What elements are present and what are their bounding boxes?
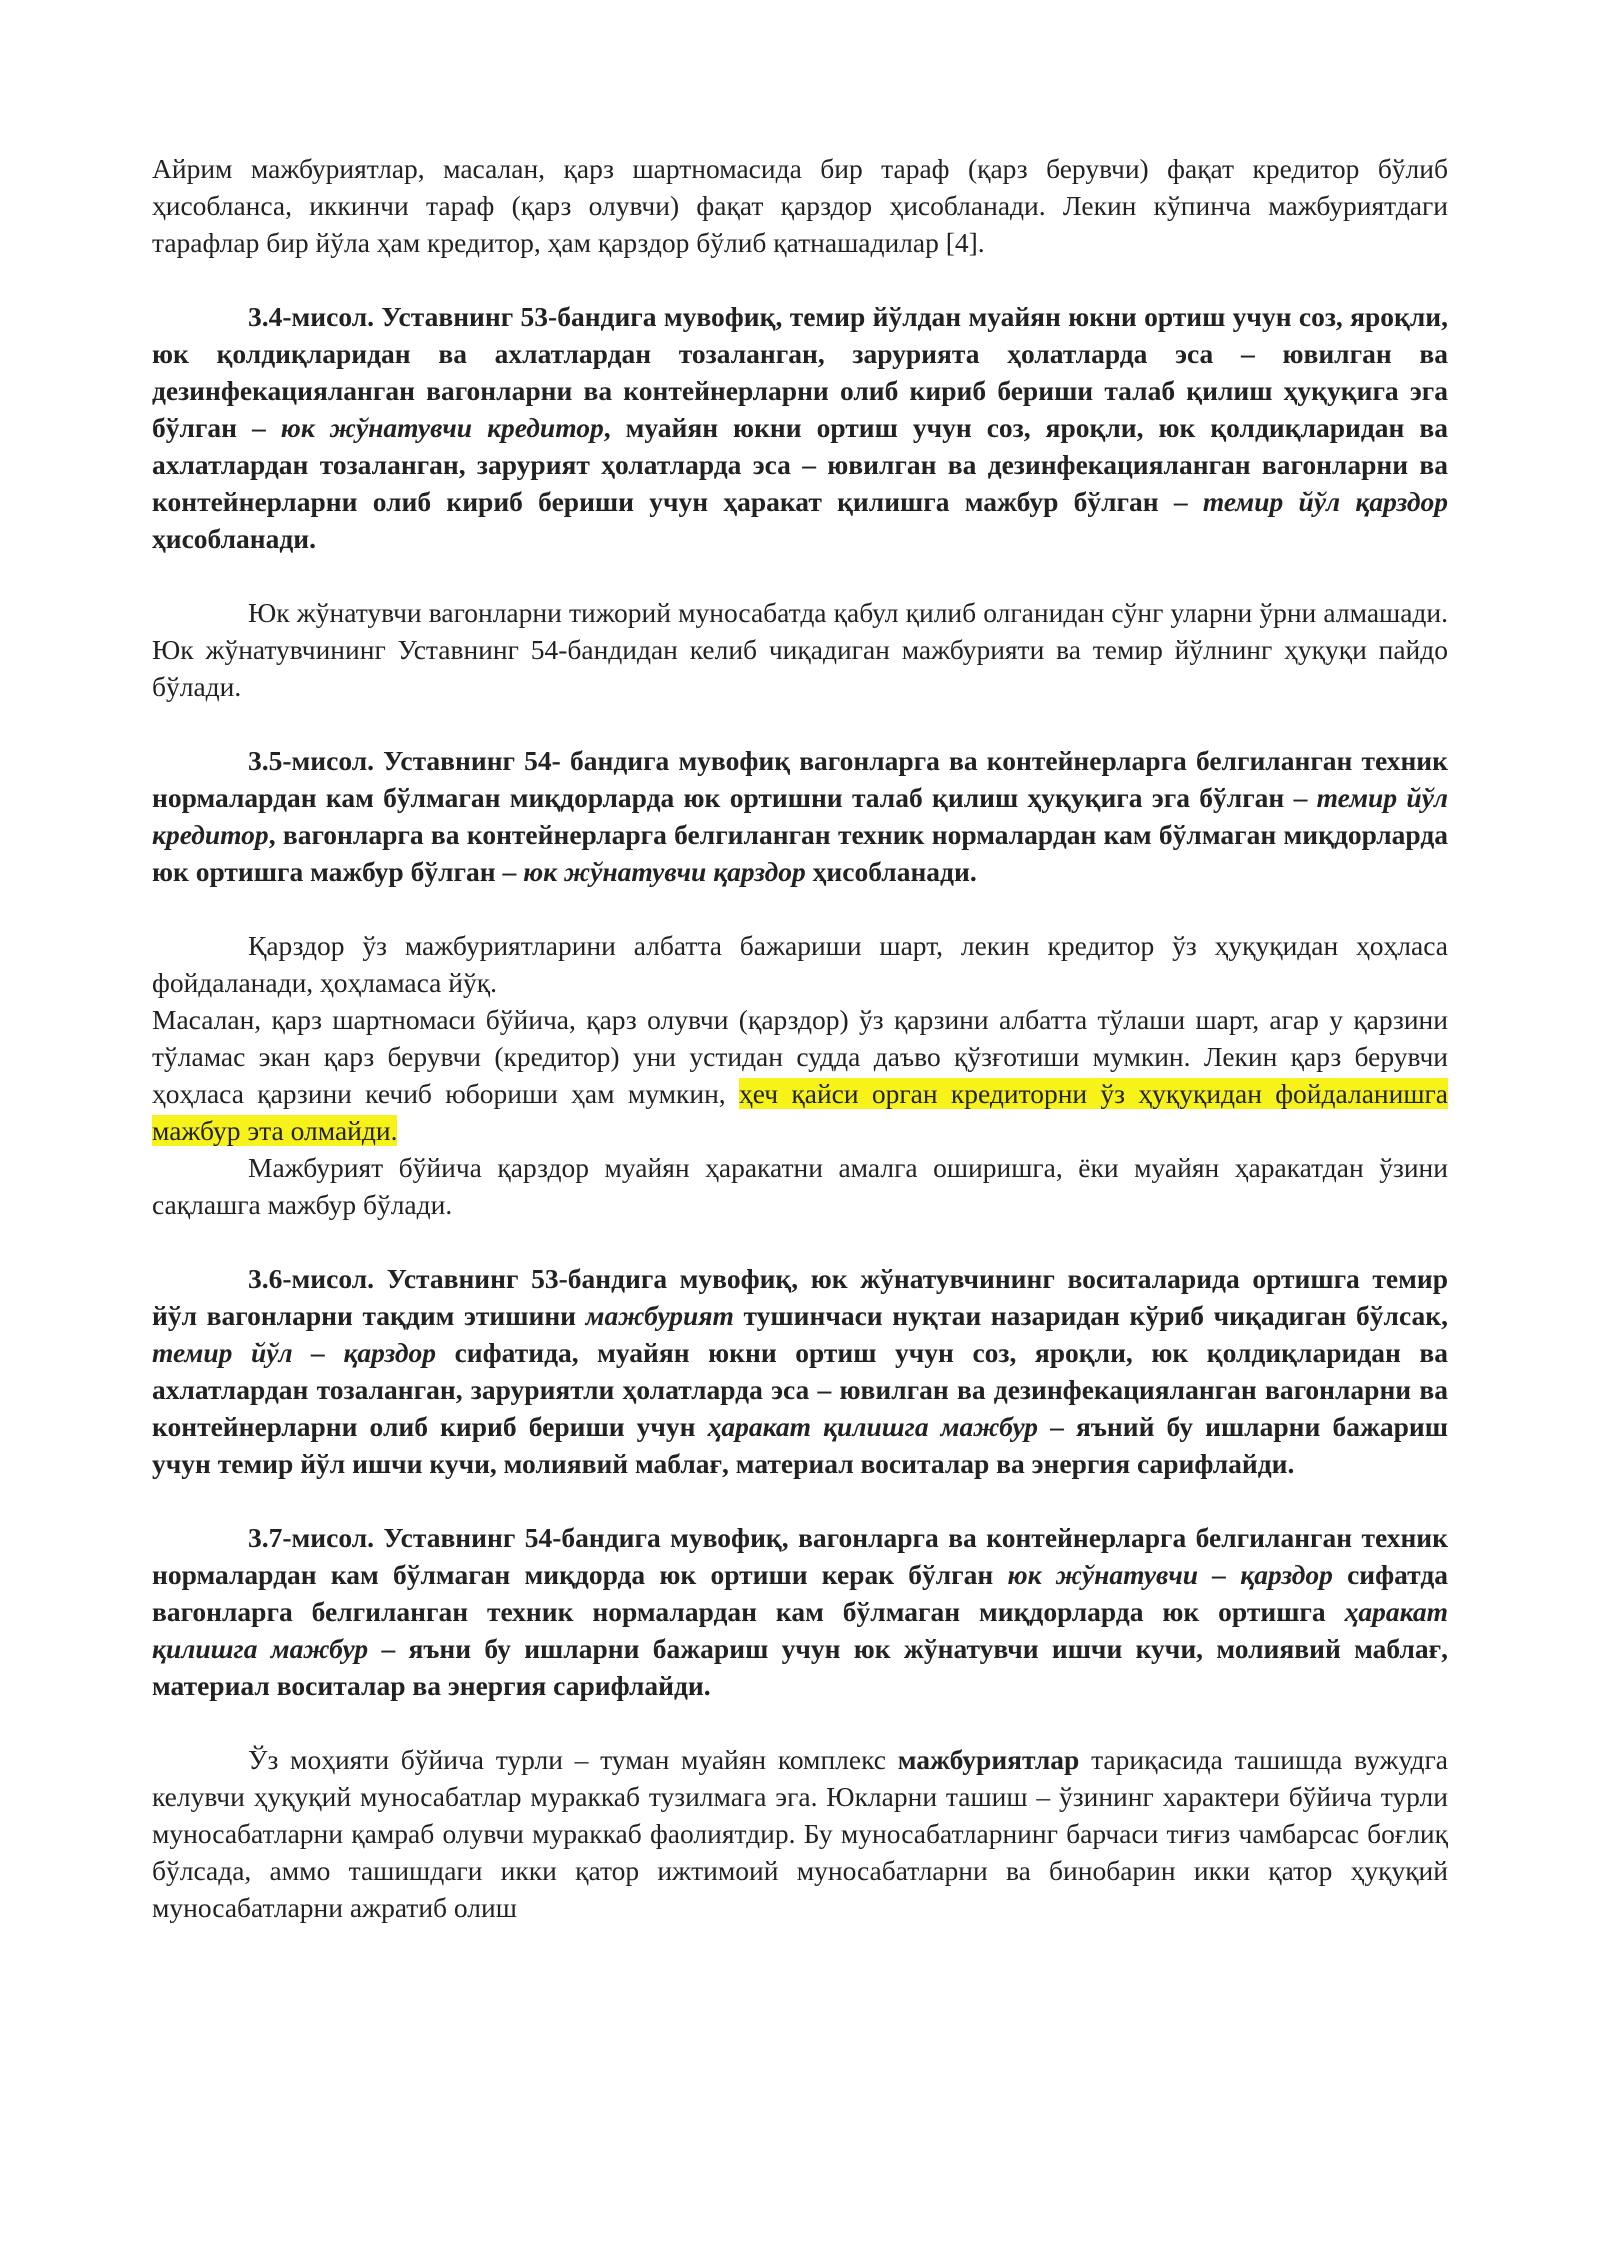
example-3-4-text: 3.4-мисол. Уставнинг 53-бандига мувофиқ, темир йўлдан муайян юкни ортиш учун соз, яроқли, юк қолдиқларидан ва ахлатлардан тозаланган, зарурията ҳолатларда эса – ювилган ва дезинфекацияланган вагонларни ва контейнерларни олиб кириб бериши талаб қилиш ҳуқуқига эга бўлган – bbox=[152, 301, 1448, 443]
example-3-5-text-3: ҳисобланади. bbox=[805, 856, 977, 887]
example-3-4-term-debtor: темир йўл қарздор bbox=[1202, 486, 1448, 517]
example-3-4-term-creditor: юк жўнатувчи кредитор bbox=[280, 412, 604, 443]
complex-obligations-text: Ўз моҳияти бўйича турли – туман муайян комплекс bbox=[248, 1744, 898, 1775]
example-3-7-text: 3.7-мисол. Уставнинг 54-бандига мувофиқ, вагонларга ва контейнерларга белгиланган техник нормалардан кам бўлмаган миқдорда юк ортиши керак бўлган bbox=[152, 1522, 1448, 1590]
example-3-7 bbox=[152, 1519, 1448, 1704]
highlighted-text: ҳеч қайси орган кредиторни ўз ҳуқуқидан фойдаланишга мажбур эта олмайди. bbox=[152, 1078, 1448, 1146]
paragraph-obligation-definition: Мажбурият бўйича қарздор муайян ҳаракатни амалга оширишга, ёки муайян ҳаракатдан ўзини сақлашга мажбур бўлади. bbox=[152, 1152, 1448, 1220]
example-3-6-text-4: – яъний бу ишларни бажариш учун темир йўл ишчи кучи, молиявий маблағ, материал воситалар ва энергия сарифлайди. bbox=[152, 1411, 1448, 1479]
example-3-5-text-2: , вагонларга ва контейнерларга белгиланган техник нормалардан кам бўлмаган миқдорларда юк ортишга мажбур бўлган – bbox=[152, 819, 1448, 887]
loan-example-text: Масалан, қарз шартномаси бўйича, қарз олувчи (қарздор) ўз қарзини албатта тўлаши шарт, агар у қарзини тўламас экан қарз берувчи (кредитор) уни устидан судда даъво қўзғотиши мумкин. Лекин қарз берувчи ҳоҳласа қарзини кечиб юбориши ҳам мумкин, bbox=[152, 1004, 1448, 1109]
example-3-4 bbox=[152, 298, 1448, 557]
complex-obligations-term: мажбуриятлар bbox=[897, 1744, 1080, 1775]
example-3-5-text: 3.5-мисол. Уставнинг 54- бандига мувофиқ вагонларга ва контейнерларга белгиланган техник нормалардан кам бўлмаган миқдорларда юк ортишни талаб қилиш ҳуқуқига эга бўлган – bbox=[152, 745, 1448, 813]
example-3-5 bbox=[152, 742, 1448, 890]
example-3-7-text-2: сифатда вагонларга белгиланган техник нормалардан кам бўлмаган миқдорларда юк ортишга bbox=[152, 1559, 1448, 1627]
example-3-6-term-debtor: темир йўл – қарздор bbox=[152, 1337, 437, 1368]
example-3-6 bbox=[152, 1260, 1448, 1482]
paragraph-intro: Айрим мажбуриятлар, масалан, қарз шартномасида бир тараф (қарз берувчи) фақат кредитор бўлиб ҳисобланса, иккинчи тараф (қарз олувчи) фақат қарздор ҳисобланади. Лекин кўпинча мажбуриятдаги тарафлар бир йўла ҳам кредитор, ҳам қарздор бўлиб қатнашадилар [4]. bbox=[152, 153, 1448, 258]
example-3-5-term-debtor: юк жўнатувчи қарздор bbox=[523, 856, 806, 887]
complex-obligations-text-2: тариқасида ташишда вужудга келувчи ҳуқуқий муносабатлар мураккаб тузилмага эга. Юкларни ташиш – ўзининг характери бўйича турли муносабатларни қамраб олувчи мураккаб фаолиятдир. Бу муносабатларнинг барчаси тиғиз чамбарсас боғлиқ бўлсада, аммо ташишдаги икки қатор ижтимоий муносабатларни ва бинобарин икки қатор ҳуқуқий муносабатларни ажратиб олиш bbox=[152, 1744, 1448, 1923]
example-3-4-text-2: , муайян юкни ортиш учун соз, яроқли, юк қолдиқларидан ва ахлатлардан тозаланган, зарурият ҳолатларда эса – ювилган ва дезинфекацияланган вагонларни ва контейнерларни олиб кириб бериши учун ҳаракат қилишга мажбур бўлган – bbox=[152, 412, 1448, 517]
example-3-7-term-duty: ҳаракат қилишга мажбур bbox=[152, 1596, 1448, 1664]
paragraph-shipper-rights: Юк жўнатувчи вагонларни тижорий муносабатда қабул қилиб олганидан сўнг уларни ўрни алмашади. Юк жўнатувчининг Уставнинг 54-бандидан келиб чиқадиган мажбурияти ва темир йўлнинг ҳуқуқи пайдо бўлади. bbox=[152, 597, 1448, 702]
example-3-7-term-debtor: юк жўнатувчи – қарздор bbox=[1007, 1559, 1333, 1590]
example-3-5-term-creditor: темир йўл кредитор bbox=[152, 782, 1449, 850]
example-3-6-term-obligation: мажбурият bbox=[585, 1300, 734, 1331]
paragraph-loan-example bbox=[152, 1001, 1448, 1149]
example-3-4-text-3: ҳисобланади. bbox=[152, 523, 317, 554]
paragraph-debtor-obligation: Қарздор ўз мажбуриятларини албатта бажариши шарт, лекин кредитор ўз ҳуқуқидан ҳоҳласа фойдаланади, ҳоҳламаса йўқ. bbox=[152, 930, 1448, 998]
example-3-7-text-3: – яъни бу ишларни бажариш учун юк жўнатувчи ишчи кучи, молиявий маблағ, материал воситалар ва энергия сарифлайди. bbox=[152, 1633, 1449, 1701]
paragraph-complex-obligations bbox=[152, 1741, 1448, 1926]
example-3-6-text-2: тушинчаси нуқтаи назаридан кўриб чиқадиган бўлсак, bbox=[733, 1300, 1448, 1331]
example-3-6-text: 3.6-мисол. Уставнинг 53-бандига мувофиқ, юк жўнатувчининг воситаларида ортишга темир йўл вагонларни тақдим этишини bbox=[152, 1263, 1448, 1331]
example-3-6-text-3: сифатида, муайян юкни ортиш учун соз, яроқли, юк қолдиқларидан ва ахлатлардан тозаланган, заруриятли ҳолатларда эса – ювилган ва дезинфекацияланган вагонларни ва контейнерларни олиб кириб бериши учун bbox=[152, 1337, 1449, 1442]
example-3-6-term-duty: ҳаракат қилишга мажбур bbox=[707, 1411, 1039, 1442]
